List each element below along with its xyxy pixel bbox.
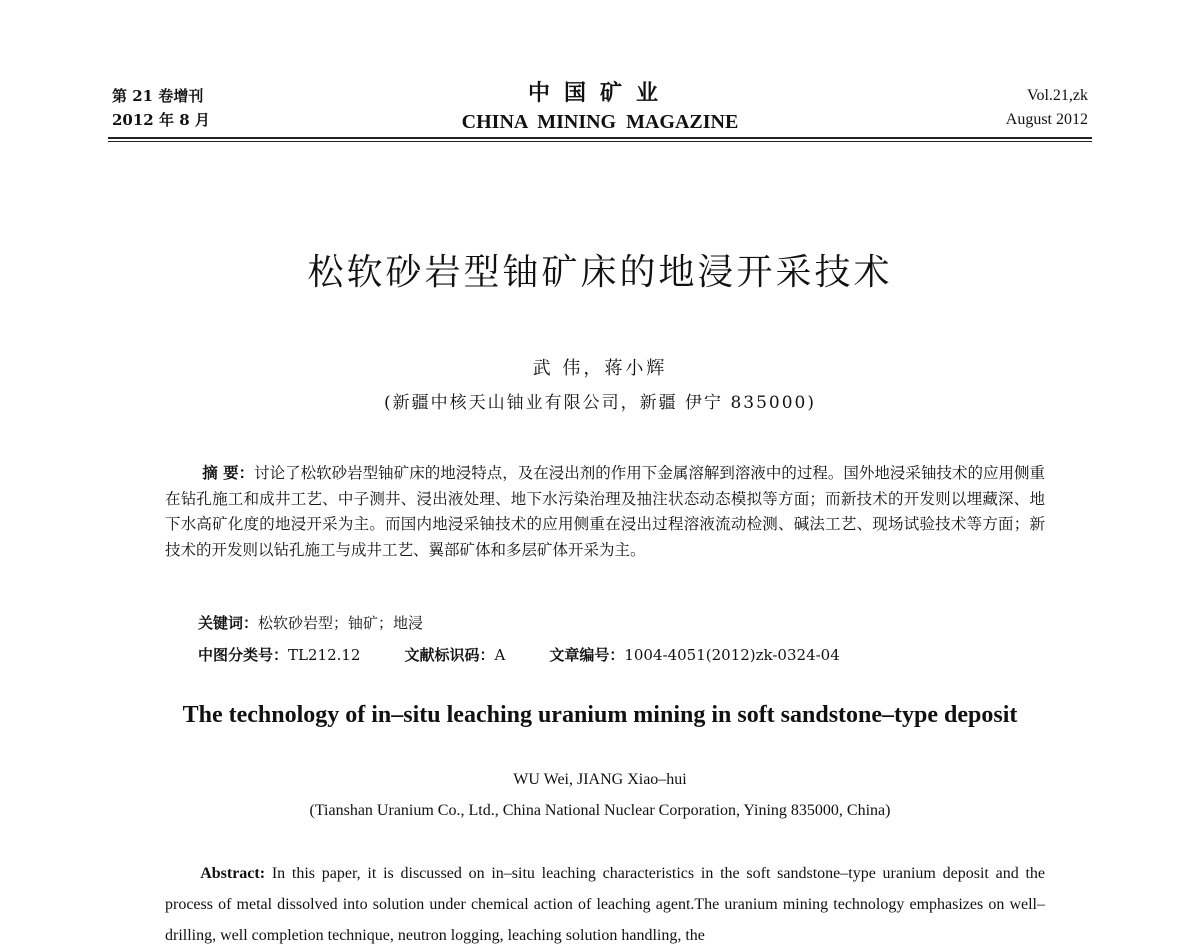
abstract-en: [165, 858, 1045, 951]
clc-value: TL212.12: [288, 646, 361, 664]
doc-code-value: A: [494, 646, 506, 664]
keywords-label: 关键词：: [198, 614, 259, 632]
affiliation-en: (Tianshan Uranium Co., Ltd., China National Nuclear Corporation, Yining 835000, China): [309, 802, 891, 819]
keywords-text: 松软砂岩型；铀矿；地浸: [258, 614, 424, 632]
header-rule-thick: [108, 137, 1092, 139]
header-rule-thin: [108, 141, 1092, 142]
abstract-cn: [165, 460, 1045, 563]
volume-en: Vol.21,zk: [1026, 87, 1088, 104]
authors-en: WU Wei, JIANG Xiao–hui: [513, 771, 687, 788]
abstract-en-label: Abstract:: [200, 865, 266, 882]
journal-name-cn: 中国矿业: [527, 80, 672, 106]
affiliation-cn: (新疆中核天山铀业有限公司，新疆 伊宁 835000): [384, 393, 816, 413]
abstract-cn-label: 摘 要：: [202, 463, 255, 482]
article-no-label: 文章编号：: [549, 646, 625, 664]
volume-issue: 第 21 卷增刊: [112, 87, 204, 105]
abstract-cn-text: 讨论了松软砂岩型铀矿床的地浸特点，及在浸出剂的作用下金属溶解到溶液中的过程。国外地浸采铀技术的应用侧重在钻孔施工和成井工艺、中子测井、浸出液处理、地下水污染治理及抽注状态动态模拟等方面；而新技术的开发则以埋藏深、地下水高矿化度的地浸开采为主。而国内地浸采铀技术的应用侧重在浸出过程溶液流动检测、碱法工艺、现场试验技术等方面；新技术的开发则以钻孔施工与成井工艺、翼部矿体和多层矿体开采为主。: [165, 464, 1045, 559]
article-title-cn: 松软砂岩型铀矿床的地浸开采技术: [307, 252, 893, 293]
classification-line: [198, 644, 840, 665]
keywords-cn: [198, 612, 423, 633]
journal-volume-info-en: [1006, 84, 1088, 132]
date-en: August 2012: [1005, 111, 1088, 128]
abstract-en-text: In this paper, it is discussed on in–situ leaching characteristics in the soft sandstone–type uranium deposit and the process of metal dissolved into solution under chemical action of leaching agent.The uranium mining technology emphasizes on well–drilling, well completion technique, neutron logging, leaching solution handling, the: [165, 865, 1046, 944]
doc-code-label: 文献标识码：: [404, 646, 495, 664]
authors-cn: 武 伟，蒋小辉: [532, 358, 668, 379]
article-title-en: The technology of in–situ leaching uranium mining in soft sandstone–type deposit: [182, 702, 1018, 728]
article-no-value: 1004-4051(2012)zk-0324-04: [624, 646, 840, 664]
clc-label: 中图分类号：: [198, 646, 289, 664]
publication-date: 2012 年 8 月: [112, 111, 210, 129]
journal-name-en: CHINA MINING MAGAZINE: [461, 111, 739, 133]
